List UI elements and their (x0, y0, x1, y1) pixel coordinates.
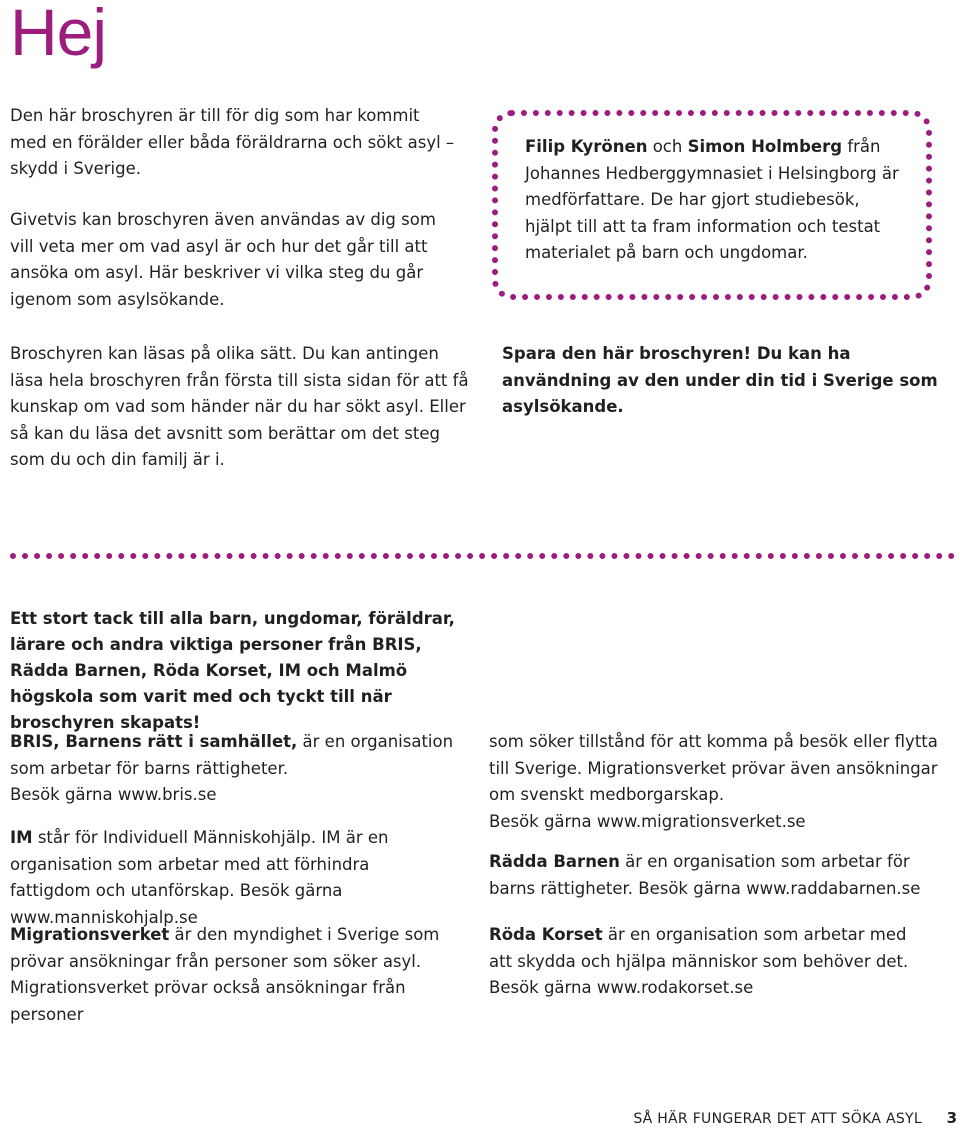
org-bris (10, 729, 455, 809)
org-rk-text: är en organisation som arbetar med att skydda och hjälpa människor som behöver det. (489, 925, 909, 971)
org-mig-url: Besök gärna www.migrationsverket.se (489, 811, 806, 831)
author-name-2: Simon Holmberg (687, 137, 843, 156)
org-radda-barnen (489, 849, 939, 902)
authors-description: från Johannes Hedberggymnasiet i Helsingborg är medförfattare. De har gjort studiebesök, hjälpt till att ta fram information och testat materialet på barn och ungdomar. (525, 137, 899, 262)
org-rk-url: Besök gärna www.rodakorset.se (489, 978, 754, 997)
intro-paragraph-1: Den här broschyren är till för dig som har kommit med en förälder eller båda föräldrarna och sökt asyl – skydd i Sverige. (10, 106, 455, 178)
org-im (10, 825, 455, 931)
page-number: 3 (946, 1109, 957, 1127)
org-im-name: IM (10, 828, 33, 847)
intro-paragraph-2: Givetvis kan broschyren även användas av dig som vill veta mer om vad asyl är och hur det går till att ansöka om asyl. Här beskriver vi vilka steg du går igenom som asylsökande. (10, 210, 436, 309)
dotted-divider (10, 553, 955, 559)
thanks-paragraph: Ett stort tack till alla barn, ungdomar, föräldrar, lärare och andra viktiga personer från BRIS, Rädda Barnen, Röda Korset, IM och Malmö högskola som varit med och tyckt till när broschyren skapats! (10, 609, 455, 732)
authors-note (525, 134, 905, 267)
org-im-text: står för Individuell Människohjälp. IM är en organisation som arbetar med att förhindra fattigdom och utanförskap. Besök gärna www.manniskohjalp.se (10, 828, 389, 927)
org-roda-korset (489, 922, 909, 1002)
org-mig-name: Migrationsverket (10, 925, 170, 944)
save-note: Spara den här broschyren! Du kan ha användning av den under din tid i Sverige som asylsökande. (502, 344, 938, 416)
running-footer-title: SÅ HÄR FUNGERAR DET ATT SÖKA ASYL (633, 1111, 922, 1127)
org-bris-text: är en organisation som arbetar för barns rättigheter. (10, 732, 454, 778)
org-rb-name: Rädda Barnen (489, 852, 620, 871)
org-bris-name: BRIS, Barnens rätt i samhället, (10, 732, 298, 751)
org-rb-text: är en organisation som arbetar för barns rättigheter. Besök gärna www.raddabarnen.se (489, 852, 921, 898)
org-rk-name: Röda Korset (489, 925, 603, 944)
org-migrationsverket-cont (489, 729, 939, 835)
authors-och: och (652, 137, 683, 156)
author-name-1: Filip Kyrönen (525, 137, 648, 156)
org-bris-url: Besök gärna www.bris.se (10, 785, 217, 804)
org-mig-cont: som söker tillstånd för att komma på besök eller flytta till Sverige. Migrationsverket prövar även ansökningar om svenskt medborgarskap. (489, 732, 938, 804)
org-migrationsverket (10, 922, 455, 1028)
page-title: Hej (10, 0, 107, 69)
intro-paragraph-3: Broschyren kan läsas på olika sätt. Du kan antingen läsa hela broschyren från första till sista sidan för att få kunskap om vad som händer när du har sökt asyl. Eller så kan du läsa det avsnitt som berättar om det steg som du och din familj är i. (10, 344, 469, 469)
org-mig-text: är den myndighet i Sverige som prövar ansökningar från personer som söker asyl. Migrationsverket prövar också ansökningar från personer (10, 925, 440, 1024)
